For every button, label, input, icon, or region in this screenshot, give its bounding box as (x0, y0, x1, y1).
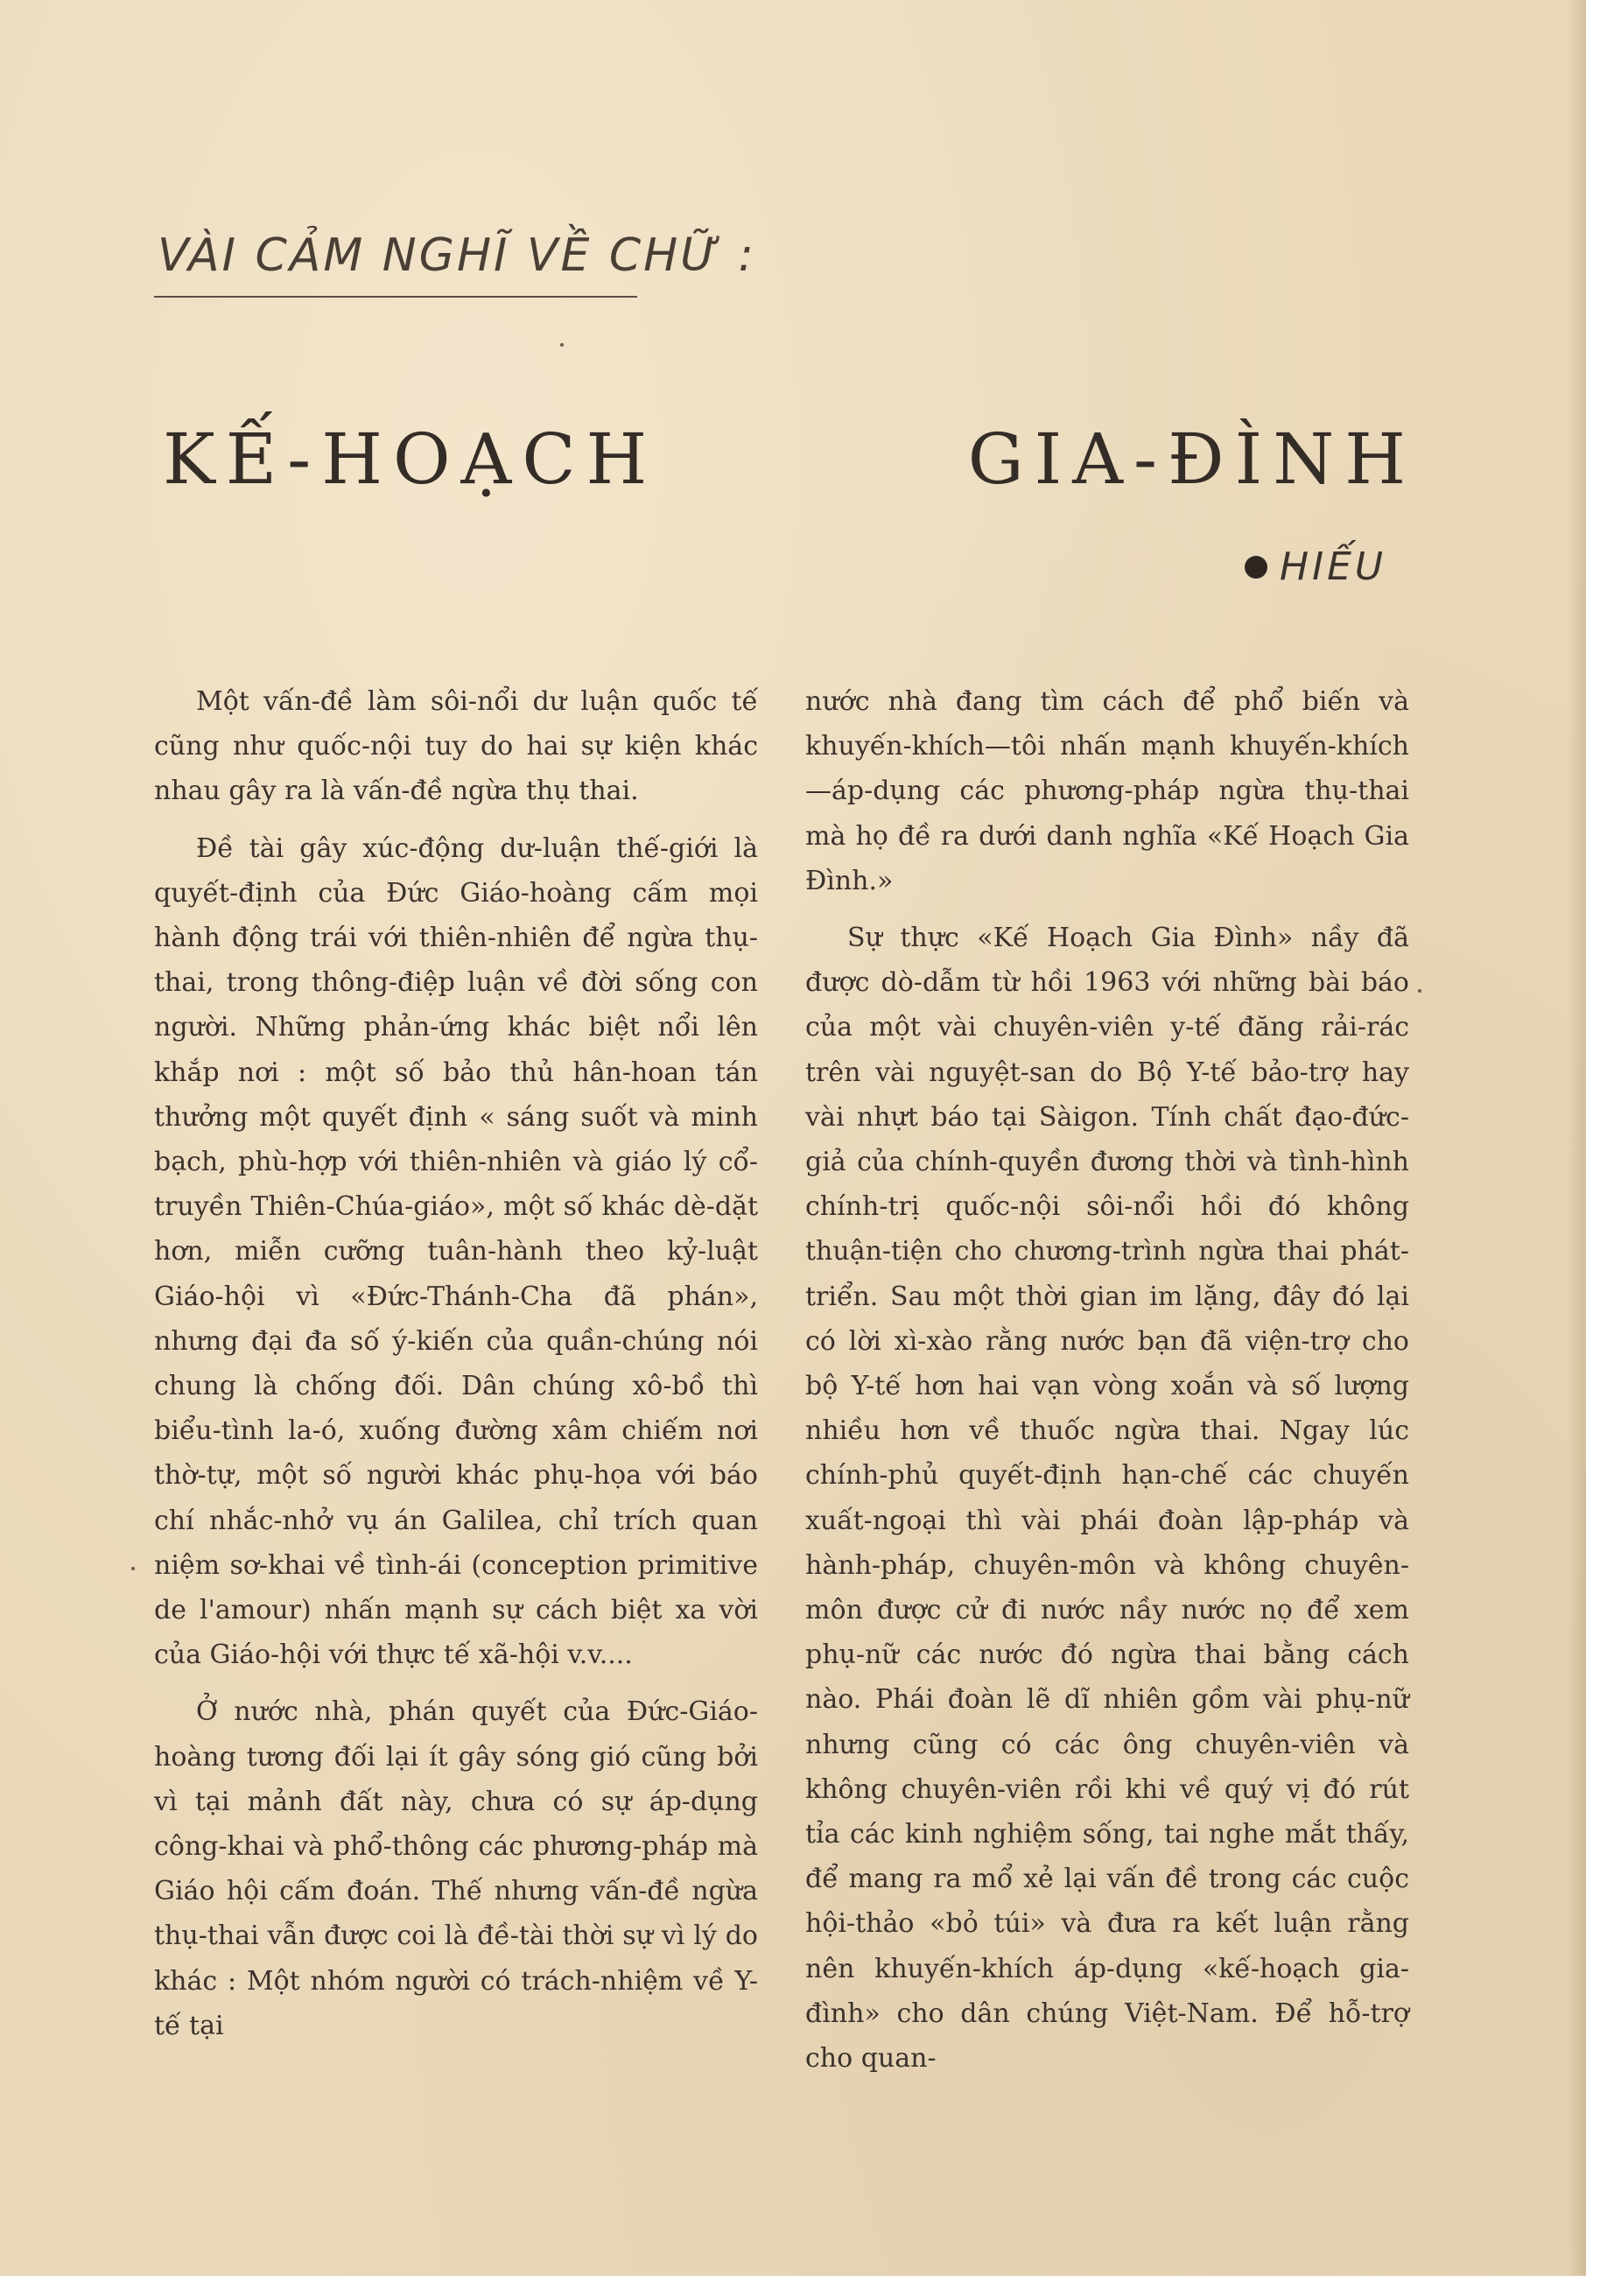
article-title: KẾ-HOẠCH GIA-ĐÌNH (163, 418, 1416, 500)
paragraph: Sự thực «Kế Hoạch Gia Đình» nầy đã được dò-dẫm từ hồi 1963 với những bài báo của một vài chuyên-viên y-tế đăng rải-rác trên vài nguyệt-san do Bộ Y-tế bảo-trợ hay vài nhựt báo tại Sàigon. Tính chất đạo-đức-giả của chính-quyền đương thời và tình-hình chính-trị quốc-nội sôi-nổi hồi đó không thuận-tiện cho chương-trình ngừa thai phát-triển. Sau một thời gian im lặng, đây đó lại có lời xì-xào rằng nước bạn đã viện-trợ cho bộ Y-tế hơn hai vạn vòng xoắn và số lượng nhiều hơn về thuốc ngừa thai. Ngay lúc chính-phủ quyết-định hạn-chế các chuyến xuất-ngoại thì vài phái đoàn lập-pháp và hành-pháp, chuyên-môn và không chuyên-môn được cử đi nước nầy nước nọ để xem phụ-nữ các nước đó ngừa thai bằng cách nào. Phái đoàn lẽ dĩ nhiên gồm vài phụ-nữ nhưng cũng có các ông chuyên-viên và không chuyên-viên rồi khi về quý vị đó rút tỉa các kinh nghiệm sống, tai nghe mắt thấy, để mang ra mổ xẻ lại vấn đề trong các cuộc hội-thảo «bỏ túi» và đưa ra kết luận rằng nên khuyến-khích áp-dụng «kế-hoạch gia-đình» cho dân chúng Việt-Nam. Để hỗ-trợ cho quan- (805, 923, 1409, 2075)
paragraph: Một vấn-đề làm sôi-nổi dư luận quốc tế cũng như quốc-nội tuy do hai sự kiện khác nhau gây ra là vấn-đề ngừa thụ thai. (154, 686, 758, 807)
paper-speck (560, 343, 564, 347)
author-byline (1245, 544, 1386, 589)
left-column (154, 679, 758, 2061)
series-underline (154, 296, 637, 298)
paper-speck (131, 1567, 135, 1570)
bullet-icon (1245, 556, 1267, 579)
paper-speck (1418, 989, 1421, 993)
paragraph: nước nhà đang tìm cách để phổ biến và khuyến-khích—tôi nhấn mạnh khuyến-khích—áp-dụng các phương-pháp ngừa thụ-thai mà họ đề ra dưới danh nghĩa «Kế Hoạch Gia Đình.» (805, 686, 1409, 896)
right-column (805, 679, 1409, 2093)
series-heading: VÀI CẢM NGHĨ VỀ CHỮ : (158, 229, 756, 282)
paragraph: Đề tài gây xúc-động dư-luận thế-giới là quyết-định của Đức Giáo-hoàng cấm mọi hành động trái với thiên-nhiên để ngừa thụ-thai, trong thông-điệp luận về đời sống con người. Những phản-ứng khác biệt nổi lên khắp nơi : một số bảo thủ hân-hoan tán thưởng một quyết định « sáng suốt và minh bạch, phù-hợp với thiên-nhiên và giáo lý cổ-truyền Thiên-Chúa-giáo», một số khác dè-dặt hơn, miễn cưỡng tuân-hành theo kỷ-luật Giáo-hội vì «Đức-Thánh-Cha đã phán», nhưng đại đa số ý-kiến của quần-chúng nói chung là chống đối. Dân chúng xô-bồ thì biểu-tình la-ó, xuống đường xâm chiếm nơi thờ-tự, một số người khác phụ-họa với báo chí nhắc-nhở vụ án Galilea, chỉ trích quan niệm sơ-khai về tình-ái (conception primitive de l'amour) nhấn mạnh sự cách biệt xa vời của Giáo-hội với thực tế xã-hội v.v.... (154, 832, 758, 1671)
paragraph: Ở nước nhà, phán quyết của Đức-Giáo-hoàng tương đối lại ít gây sóng gió cũng bởi vì tại mảnh đất này, chưa có sự áp-dụng công-khai và phổ-thông các phương-pháp mà Giáo hội cấm đoán. Thế nhưng vấn-đề ngừa thụ-thai vẫn được coi là đề-tài thời sự vì lý do khác : Một nhóm người có trách-nhiệm về Y-tế tại (154, 1696, 758, 2041)
author-name: HIẾU (1280, 544, 1387, 589)
page-edge-shadow (1567, 0, 1586, 2276)
